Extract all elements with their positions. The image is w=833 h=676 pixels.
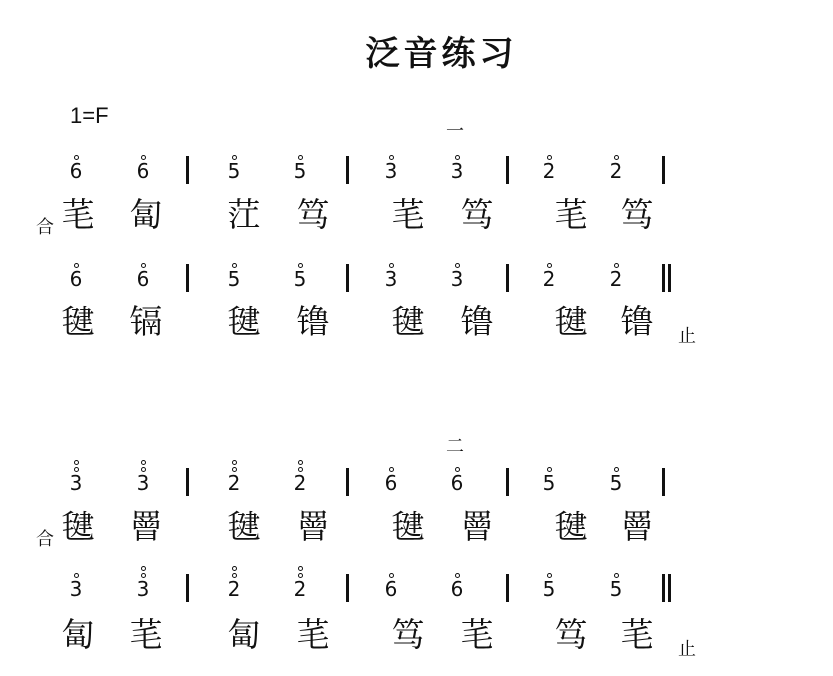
tablature-char: 镥: [620, 302, 654, 341]
jianpu-note: [534, 256, 564, 290]
tablature-char: 罾: [460, 507, 494, 546]
note-digit: 6: [450, 577, 464, 601]
tablature-char: 笃: [620, 195, 654, 234]
page-title: 泛音练习: [365, 34, 518, 74]
bar-line: [346, 468, 349, 496]
tablature-char: 芼: [129, 615, 163, 654]
note-digit: 6: [69, 267, 83, 291]
bar-line: [506, 264, 509, 292]
jianpu-note: [219, 256, 249, 290]
note-digit: 2: [227, 471, 241, 495]
tablature-char: 毽: [227, 507, 261, 546]
section-number: 二: [446, 436, 464, 457]
note-digit: 5: [542, 577, 556, 601]
octave-dot: [141, 566, 146, 571]
jianpu-note: [442, 566, 472, 600]
note-digit: 3: [450, 159, 464, 183]
octave-dot: [74, 460, 79, 465]
end-mark: 止: [678, 326, 696, 347]
bar-line: [186, 574, 189, 602]
jianpu-note: [376, 256, 406, 290]
note-digit: 5: [227, 267, 241, 291]
tablature-char: 茳: [227, 195, 261, 234]
jianpu-note: [376, 148, 406, 182]
jianpu-note: [61, 148, 91, 182]
tablature-char: 笃: [554, 615, 588, 654]
note-digit: 6: [69, 159, 83, 183]
note-digit: 2: [227, 577, 241, 601]
jianpu-note: [285, 256, 315, 290]
jianpu-note: [61, 566, 91, 600]
jianpu-note: [128, 148, 158, 182]
note-digit: 2: [293, 577, 307, 601]
jianpu-note: [219, 148, 249, 182]
note-digit: 2: [609, 159, 623, 183]
tablature-char: 匐: [129, 195, 163, 234]
note-digit: 5: [293, 159, 307, 183]
tablature-char: 芼: [620, 615, 654, 654]
note-digit: 3: [384, 267, 398, 291]
tablature-char: 笃: [460, 195, 494, 234]
bar-line: [506, 156, 509, 184]
jianpu-note: [601, 566, 631, 600]
note-digit: 6: [136, 267, 150, 291]
bar-line: [346, 264, 349, 292]
bar-line: [506, 468, 509, 496]
jianpu-note: [285, 148, 315, 182]
note-digit: 2: [542, 159, 556, 183]
note-digit: 3: [136, 577, 150, 601]
tablature-char: 笃: [391, 615, 425, 654]
tablature-char: 镥: [460, 302, 494, 341]
final-double-bar: [662, 574, 671, 602]
tablature-char: 芼: [61, 195, 95, 234]
note-digit: 6: [384, 471, 398, 495]
octave-dot: [298, 566, 303, 571]
tablature-char: 芼: [554, 195, 588, 234]
note-digit: 5: [609, 471, 623, 495]
tablature-char: 镉: [129, 302, 163, 341]
tablature-char: 芼: [460, 615, 494, 654]
section-number: 一: [446, 121, 464, 142]
jianpu-note: [601, 460, 631, 494]
tablature-char: 罾: [129, 507, 163, 546]
jianpu-note: [61, 256, 91, 290]
note-digit: 5: [293, 267, 307, 291]
jianpu-note: [534, 460, 564, 494]
tablature-char: 毽: [61, 507, 95, 546]
jianpu-note: [442, 460, 472, 494]
note-digit: 5: [542, 471, 556, 495]
note-digit: 6: [136, 159, 150, 183]
tablature-char: 镥: [296, 302, 330, 341]
tablature-char: 毽: [61, 302, 95, 341]
note-digit: 3: [450, 267, 464, 291]
jianpu-note: [601, 148, 631, 182]
octave-dot: [298, 460, 303, 465]
jianpu-note: [219, 566, 249, 600]
note-digit: 3: [69, 471, 83, 495]
start-mark: 合: [36, 217, 54, 238]
jianpu-note: [534, 566, 564, 600]
bar-line: [186, 468, 189, 496]
end-mark: 止: [678, 639, 696, 660]
bar-line: [506, 574, 509, 602]
note-digit: 5: [227, 159, 241, 183]
octave-dot: [232, 460, 237, 465]
jianpu-note: [128, 566, 158, 600]
tablature-char: 罾: [296, 507, 330, 546]
bar-line: [662, 156, 665, 184]
bar-line: [346, 574, 349, 602]
note-digit: 3: [69, 577, 83, 601]
note-digit: 5: [609, 577, 623, 601]
bar-line: [186, 156, 189, 184]
tablature-char: 匐: [61, 615, 95, 654]
tablature-char: 毽: [227, 302, 261, 341]
jianpu-note: [442, 148, 472, 182]
start-mark: 合: [36, 529, 54, 550]
bar-line: [662, 468, 665, 496]
note-digit: 6: [384, 577, 398, 601]
jianpu-note: [534, 148, 564, 182]
jianpu-note: [442, 256, 472, 290]
note-digit: 6: [450, 471, 464, 495]
jianpu-note: [285, 566, 315, 600]
tablature-char: 匐: [227, 615, 261, 654]
jianpu-note: [219, 460, 249, 494]
tablature-char: 笃: [296, 195, 330, 234]
tablature-char: 毽: [391, 507, 425, 546]
bar-line: [346, 156, 349, 184]
note-digit: 2: [293, 471, 307, 495]
jianpu-note: [128, 256, 158, 290]
jianpu-note: [601, 256, 631, 290]
note-digit: 3: [384, 159, 398, 183]
jianpu-note: [285, 460, 315, 494]
tablature-char: 罾: [620, 507, 654, 546]
final-double-bar: [662, 264, 671, 292]
tablature-char: 毽: [391, 302, 425, 341]
tablature-char: 芼: [391, 195, 425, 234]
note-digit: 2: [542, 267, 556, 291]
key-signature: 1=F: [70, 103, 109, 128]
octave-dot: [141, 460, 146, 465]
jianpu-note: [376, 460, 406, 494]
tablature-char: 毽: [554, 302, 588, 341]
tablature-char: 芼: [296, 615, 330, 654]
note-digit: 2: [609, 267, 623, 291]
jianpu-note: [61, 460, 91, 494]
octave-dot: [232, 566, 237, 571]
jianpu-note: [376, 566, 406, 600]
tablature-char: 毽: [554, 507, 588, 546]
bar-line: [186, 264, 189, 292]
note-digit: 3: [136, 471, 150, 495]
jianpu-note: [128, 460, 158, 494]
